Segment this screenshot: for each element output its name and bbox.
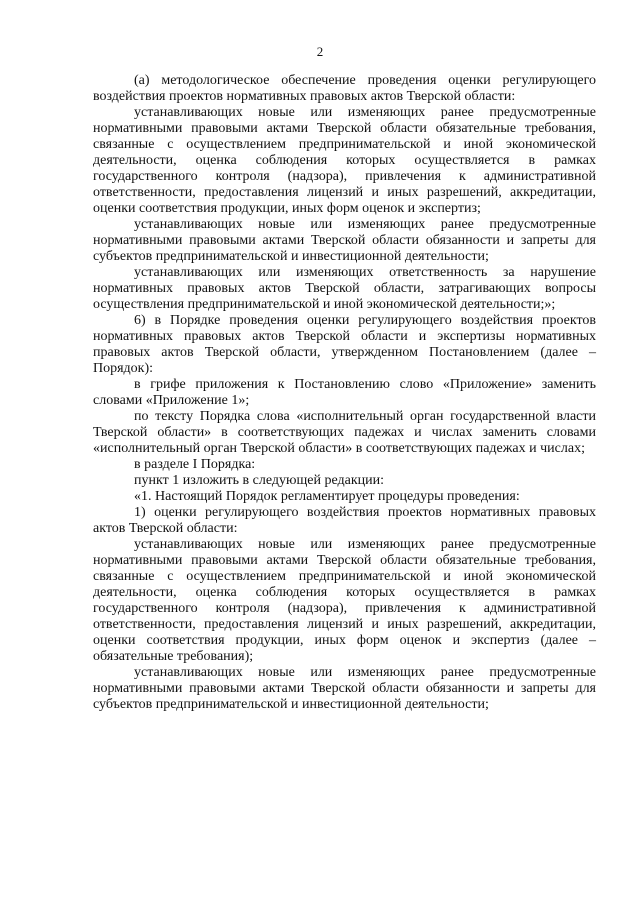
- paragraph-obligations: устанавливающих новые или изменяющих ранее предусмотренные нормативными правовыми актами Тверской области обязанности и запреты для субъектов предпринимательской и инвестиционной деятельности;: [93, 217, 596, 264]
- paragraph-liability: устанавливающих или изменяющих ответственность за нарушение нормативных правовых актов Тверской области, затрагивающих вопросы осуществления предпринимательской и иной экономической деятельности;»;: [93, 265, 596, 312]
- paragraph-text-replacement: по тексту Порядка слова «исполнительный орган государственной власти Тверской области» в соответствующих падежах и числах заменить словами «исполнительный орган Тверской области» в соответствующих падежах и числах;: [93, 409, 596, 456]
- paragraph-clause-1: «1. Настоящий Порядок регламентирует процедуры проведения:: [134, 489, 520, 504]
- paragraph-methodology: (а) методологическое обеспечение проведения оценки регулирующего воздействия проектов нормативных правовых актов Тверской области:: [93, 73, 596, 104]
- paragraph-appendix-stamp: в грифе приложения к Постановлению слово «Приложение» заменить словами «Приложение 1»;: [93, 377, 596, 408]
- paragraph-item-6: 6) в Порядке проведения оценки регулирующего воздействия проектов нормативных правовых актов Тверской области и экспертизы нормативных правовых актов Тверской области, утвержденном Постановлением (далее – Порядок):: [93, 313, 596, 376]
- paragraph-mandatory-requirements-2: устанавливающих новые или изменяющих ранее предусмотренные нормативными правовыми актами Тверской области обязательные требования, связанные с осуществлением предпринимательской и иной экономической деятельности, оценка соблюдения которых осуществляется в рамках государственного контроля (надзора), привлечения к административной ответственности, предоставления лицензий и иных разрешений, аккредитации, оценки соответствия продукции, иных форм оценок и экспертиз (далее – обязательные требования);: [93, 537, 596, 664]
- paragraph-subclause-1: 1) оценки регулирующего воздействия проектов нормативных правовых актов Тверской области:: [93, 505, 596, 536]
- document-body: [93, 73, 596, 713]
- paragraph-section-1: в разделе I Порядка:: [134, 457, 256, 472]
- page-number: 2: [316, 44, 324, 59]
- paragraph-mandatory-requirements: устанавливающих новые или изменяющих ранее предусмотренные нормативными правовыми актами Тверской области обязательные требования, связанные с осуществлением предпринимательской и иной экономической деятельности, оценка соблюдения которых осуществляется в рамках государственного контроля (надзора), привлечения к административной ответственности, предоставления лицензий и иных разрешений, аккредитации, оценки соответствия продукции, иных форм оценок и экспертиз;: [93, 105, 596, 216]
- paragraph-clause-1-intro: пункт 1 изложить в следующей редакции:: [134, 473, 384, 488]
- paragraph-obligations-2: устанавливающих новые или изменяющих ранее предусмотренные нормативными правовыми актами Тверской области обязанности и запреты для субъектов предпринимательской и инвестиционной деятельности;: [93, 665, 596, 712]
